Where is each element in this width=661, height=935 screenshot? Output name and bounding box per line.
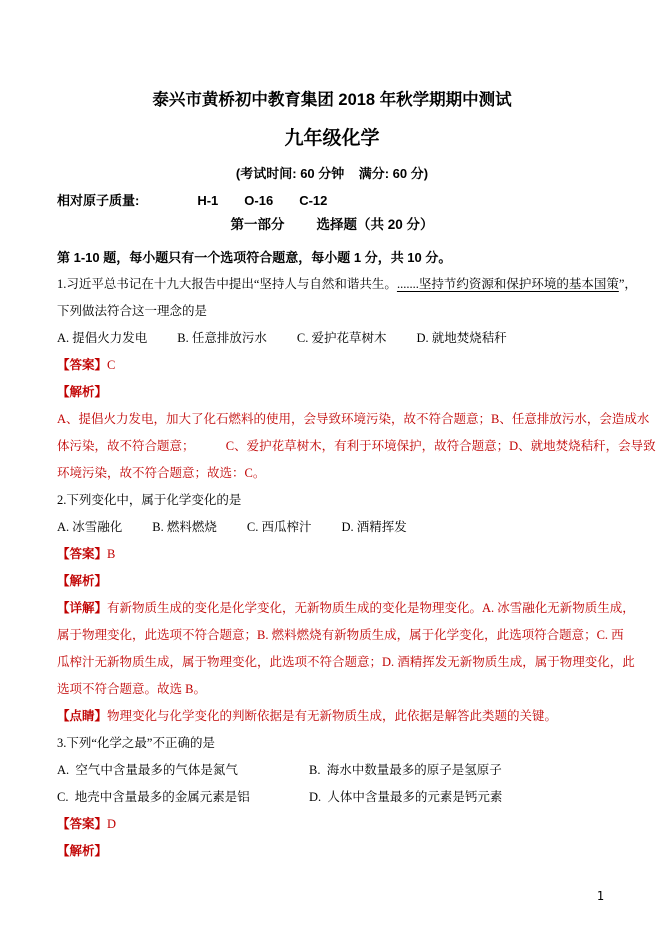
- question-3-answer-label: 【答案】: [57, 817, 108, 831]
- question-1-option-d: D. 就地焚烧秸秆: [416, 331, 507, 345]
- question-1-stem-line-1: [57, 271, 637, 298]
- document-subtitle: 九年级化学: [284, 128, 380, 149]
- question-1-answer-value: C: [107, 358, 116, 372]
- question-2-note-label: 【点睛】: [57, 709, 108, 723]
- question-1-answer-line: [57, 352, 607, 379]
- question-2-option-d: D. 酒精挥发: [341, 520, 407, 534]
- page-number: 1: [596, 889, 604, 903]
- question-1-analysis-label: 【解析】: [57, 385, 108, 399]
- atomic-mass-c: C-12: [299, 193, 328, 208]
- question-2-detail-line-3: 瓜榨汁无新物质生成，属于物理变化，此选项不符合题意；D. 酒精挥发无新物质生成，属于物理变化，此: [57, 655, 635, 669]
- question-2-option-b: B. 燃料燃烧: [152, 520, 217, 534]
- question-1-analysis-line-2: 体污染，故不符合题意； C、爱护花草树木，有利于环境保护，故符合题意；D、就地焚烧秸秆，会导致: [57, 439, 656, 453]
- question-3-option-c: C. 地壳中含量最多的金属元素是铝: [57, 790, 250, 804]
- question-3-option-a: A. 空气中含量最多的气体是氮气: [57, 763, 238, 777]
- question-3-options-row-1: [57, 757, 607, 784]
- question-1-stem-line-2: 下列做法符合这一理念的是: [57, 304, 208, 318]
- question-3: [57, 730, 607, 865]
- question-1-stem-prefix: 1.习近平总书记在十九大报告中提出“坚持人与自然和谐共生。: [57, 277, 397, 291]
- question-2-answer-label: 【答案】: [57, 547, 108, 561]
- question-3-option-b: B. 海水中数量最多的原子是氢原子: [309, 763, 502, 777]
- document-title: 泰兴市黄桥初中教育集团 2018 年秋学期期中测试: [152, 91, 512, 109]
- question-2-note-text: 物理变化与化学变化的判断依据是有无新物质生成，此依据是解答此类题的关键。: [107, 709, 558, 723]
- question-3-stem: 3.下列“化学之最”不正确的是: [57, 736, 215, 750]
- question-2-answer-value: B: [107, 547, 116, 561]
- part1-heading-left: 第一部分: [230, 217, 285, 232]
- question-3-options-row-2: [57, 784, 607, 811]
- question-3-analysis-label: 【解析】: [57, 844, 108, 858]
- exam-info: (考试时间: 60 分钟 满分: 60 分): [235, 166, 429, 181]
- question-3-answer-line: [57, 811, 607, 838]
- atomic-mass-row: [57, 192, 607, 210]
- atomic-mass-h: H-1: [197, 193, 219, 208]
- question-2-answer-line: [57, 541, 607, 568]
- question-1-option-c: C. 爱护花草树木: [296, 331, 387, 345]
- question-1-stem-suffix: ”，: [618, 277, 637, 291]
- question-2-detail-line-4: 选项不符合题意。故选 B。: [57, 682, 206, 696]
- question-2-stem: 2.下列变化中，属于化学变化的是: [57, 493, 242, 507]
- question-1-analysis-line-3: 环境污染，故不符合题意；故选：C。: [57, 466, 266, 480]
- question-1-options: [57, 325, 607, 352]
- question-2-detail-line-2: 属于物理变化，此选项不符合题意；B. 燃料燃烧有新物质生成，属于化学变化，此选项符合题意；C. 西: [57, 628, 624, 642]
- question-2-option-a: A. 冰雪融化: [57, 520, 123, 534]
- question-2-detail-label: 【详解】: [57, 601, 108, 615]
- question-1-stem-underlined: .......坚持节约资源和保护环境的基本国策: [396, 277, 619, 291]
- question-2-analysis-label: 【解析】: [57, 574, 108, 588]
- atomic-mass-o: O-16: [244, 193, 274, 208]
- question-1-option-b: B. 任意排放污水: [177, 331, 267, 345]
- question-1-analysis-line-1: A、提倡火力发电，加大了化石燃料的使用，会导致环境污染，故不符合题意；B、任意排放污水，会造成水: [57, 412, 650, 426]
- atomic-mass-label: 相对原子质量:: [57, 193, 140, 208]
- question-3-option-d: D. 人体中含量最多的元素是钙元素: [309, 790, 503, 804]
- question-3-answer-value: D: [107, 817, 117, 831]
- part1-heading-right: 选择题（共 20 分）: [316, 217, 434, 232]
- question-2: [57, 487, 635, 730]
- choice-section-instructions: 第 1-10 题，每小题只有一个选项符合题意，每小题 1 分，共 10 分。: [57, 250, 452, 265]
- question-2-options: [57, 514, 607, 541]
- question-1-option-a: A. 提倡火力发电: [57, 331, 148, 345]
- question-2-option-c: C. 西瓜榨汁: [246, 520, 312, 534]
- question-1: [57, 271, 656, 487]
- question-2-note-line: [57, 703, 607, 730]
- question-2-detail-line-1: [57, 595, 635, 622]
- question-1-answer-label: 【答案】: [57, 358, 108, 372]
- part1-heading: [57, 216, 607, 234]
- question-2-detail-text-1: 有新物质生成的变化是化学变化，无新物质生成的变化是物理变化。A. 冰雪融化无新物质生成，: [107, 601, 635, 615]
